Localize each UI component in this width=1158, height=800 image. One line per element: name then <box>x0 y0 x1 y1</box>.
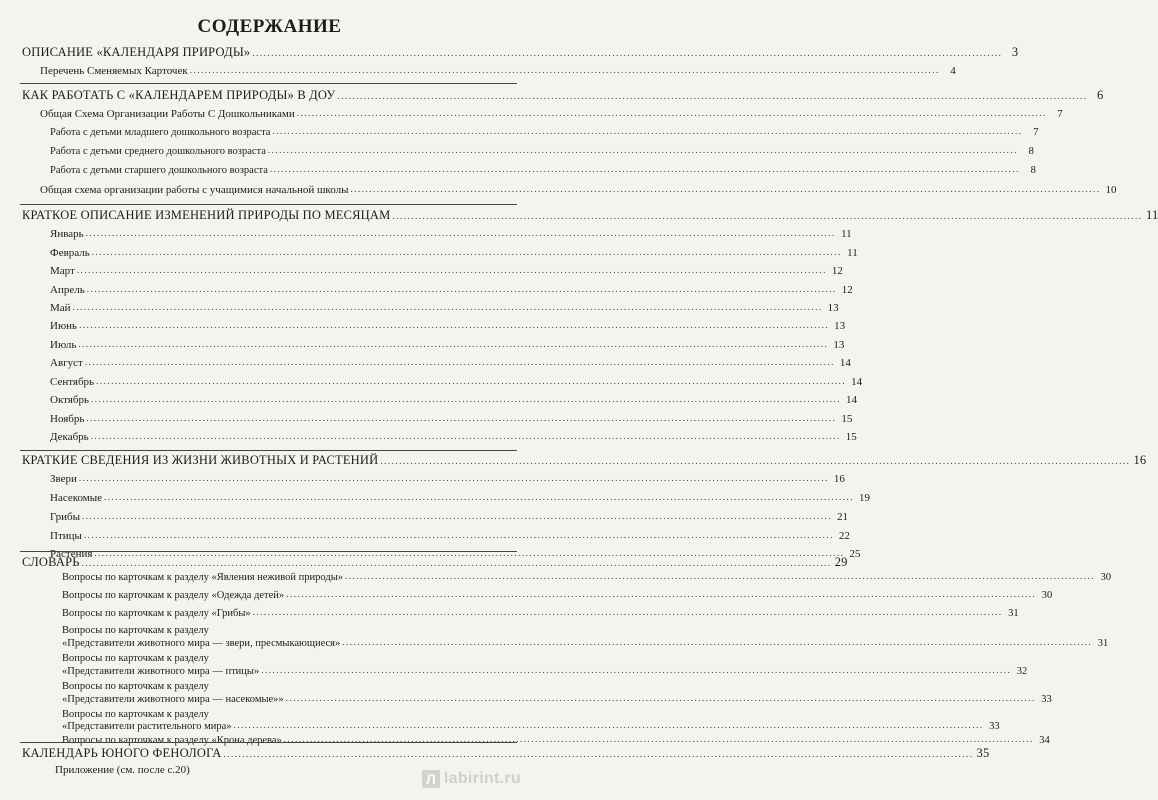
leader-dots: ........................................................................................................................................................................................................ <box>261 665 1012 676</box>
labirint-logo-icon: Л <box>422 770 440 788</box>
toc-entry <box>40 184 1117 196</box>
toc-entry-page: 30 <box>1100 571 1112 583</box>
toc-entry-page: 15 <box>845 431 857 443</box>
toc-entry-label: Вопросы по карточкам к разделу «Крона дерева» <box>62 735 282 747</box>
leader-dots: ........................................................................................................................................................................................................ <box>85 228 836 238</box>
toc-entry-label: КАЛЕНДАРЬ ЮНОГО ФЕНОЛОГА <box>22 746 222 760</box>
toc-entry-page: 29 <box>834 555 848 569</box>
leader-dots: ........................................................................................................................................................................................................ <box>81 558 832 568</box>
toc-entry <box>50 247 858 259</box>
toc-entry-label: Вопросы по карточкам к разделу «Одежда детей» <box>62 589 285 601</box>
toc-entry <box>50 302 839 314</box>
toc-entry-page: 19 <box>859 492 871 504</box>
toc-entry <box>50 413 853 425</box>
toc-entry-label: «Представители животного мира — насекомые»» <box>62 694 284 706</box>
leader-dots: ........................................................................................................................................................................................................ <box>78 473 829 483</box>
leader-dots: ........................................................................................................................................................................................................ <box>104 492 855 502</box>
toc-entry-label: Общая Схема Организации Работы С Дошкольниками <box>40 108 295 120</box>
toc-entry-page: 11 <box>847 247 858 259</box>
toc-entry-label: «Представители животного мира — птицы» <box>62 666 260 678</box>
toc-entry-label: Насекомые <box>50 492 103 504</box>
toc-entry-page: 13 <box>827 302 839 314</box>
toc-entry-line1 <box>62 709 515 720</box>
toc-entry-label: Работа с детьми среднего дошкольного возраста <box>50 146 266 157</box>
section-divider <box>20 450 517 451</box>
leader-dots: ........................................................................................................................................................................................................ <box>72 302 823 312</box>
toc-entry <box>50 339 845 351</box>
toc-entry <box>62 720 1000 733</box>
leader-dots: ........................................................................................................................................................................................................ <box>78 339 829 349</box>
toc-entry-label: Ноябрь <box>50 413 85 425</box>
toc-entry-label: Февраль <box>50 247 90 259</box>
toc-entry-page: 14 <box>839 357 851 369</box>
leader-dots: ........................................................................................................................................................................................................ <box>286 588 1037 599</box>
toc-entry-page: 8 <box>1030 165 1036 176</box>
toc-entry-label: КРАТКОЕ ОПИСАНИЕ ИЗМЕНЕНИЙ ПРИРОДЫ ПО МЕСЯЦАМ <box>22 208 391 222</box>
toc-entry-label: Март <box>50 265 75 277</box>
toc-entry-page: 21 <box>837 511 849 523</box>
toc-entry-label: Растения <box>50 548 93 560</box>
toc-entry-label: «Представители растительного мира» <box>62 721 232 733</box>
toc-entry-label: Работа с детьми младшего дошкольного возраста <box>50 127 271 138</box>
toc-entry-line1 <box>62 625 515 636</box>
toc-entry <box>50 145 1034 157</box>
watermark <box>422 770 521 788</box>
toc-entry-page: 31 <box>1097 637 1109 649</box>
leader-dots: ........................................................................................................................................................................................................ <box>350 184 1101 194</box>
leader-dots: ........................................................................................................................................................................................................ <box>252 607 1003 618</box>
toc-entry-label: Октябрь <box>50 394 89 406</box>
toc-entry-page: 15 <box>841 413 853 425</box>
toc-entry-page: 30 <box>1041 589 1053 601</box>
toc-entry-label: Приложение (см. после с.20) <box>55 764 190 776</box>
toc-entry <box>50 284 853 296</box>
toc-entry-label: Вопросы по карточкам к разделу <box>62 681 209 693</box>
toc-entry-page: 3 <box>1011 45 1019 59</box>
toc-entry <box>50 530 850 542</box>
toc-entry-page: 12 <box>841 284 853 296</box>
toc-entry <box>50 431 857 443</box>
toc-entry-label: Вопросы по карточкам к разделу <box>62 624 209 636</box>
toc-entry-label: Вопросы по карточкам к разделу «Грибы» <box>62 608 251 620</box>
toc-entry <box>62 570 1112 583</box>
leader-dots: ........................................................................................................................................................................................................ <box>285 693 1036 704</box>
toc-entry-page: 6 <box>1097 88 1104 102</box>
toc-entry-page: 11 <box>841 228 852 240</box>
toc-entry-page: 31 <box>1008 608 1019 620</box>
toc-entry-label: «Представители животного мира — звери, пресмыкающиеся» <box>62 637 341 649</box>
leader-dots: ........................................................................................................................................................................................................ <box>392 211 1143 221</box>
toc-entry-page: 14 <box>845 394 857 406</box>
toc-entry <box>50 320 846 332</box>
leader-dots: ........................................................................................................................................................................................................ <box>82 511 833 521</box>
leader-dots: ........................................................................................................................................................................................................ <box>90 394 841 404</box>
toc-entry <box>50 511 849 523</box>
toc-entry <box>50 164 1036 176</box>
toc-entry <box>22 555 848 570</box>
toc-entry-page: 13 <box>833 339 845 351</box>
leader-dots: ........................................................................................................................................................................................................ <box>84 357 835 367</box>
toc-entry-label: Апрель <box>50 284 85 296</box>
toc-entry-page: 25 <box>849 548 861 560</box>
toc-entry-label: Май <box>50 302 71 314</box>
toc-entry-label: Сентябрь <box>50 376 95 388</box>
toc-entry-page: 8 <box>1028 146 1034 157</box>
section-divider <box>20 551 517 552</box>
leader-dots: ........................................................................................................................................................................................................ <box>79 320 830 330</box>
toc-entry <box>62 607 1019 620</box>
toc-entry-page: 7 <box>1057 108 1063 120</box>
leader-dots: ........................................................................................................................................................................................................ <box>252 48 1003 58</box>
toc-entry <box>50 473 845 485</box>
leader-dots: ........................................................................................................................................................................................................ <box>283 734 1034 745</box>
section-divider <box>20 742 517 743</box>
leader-dots: ........................................................................................................................................................................................................ <box>380 456 1131 466</box>
leader-dots: ........................................................................................................................................................................................................ <box>267 145 1018 155</box>
toc-entry-label: Общая схема организации работы с учащимися начальной школы <box>40 184 349 196</box>
toc-entry-page: 7 <box>1033 127 1039 138</box>
leader-dots: ........................................................................................................................................................................................................ <box>90 431 841 441</box>
toc-entry-page: 33 <box>1041 694 1052 706</box>
toc-entry-page: 12 <box>831 265 843 277</box>
toc-entry <box>22 746 990 761</box>
leader-dots: ........................................................................................................................................................................................................ <box>345 570 1096 581</box>
toc-entry-page: 11 <box>1146 208 1158 222</box>
leader-dots: ........................................................................................................................................................................................................ <box>91 247 842 257</box>
page-title: СОДЕРЖАНИЕ <box>197 16 342 37</box>
toc-entry <box>62 665 1028 678</box>
toc-entry-label: Работа с детьми старшего дошкольного возраста <box>50 165 268 176</box>
leader-dots: ........................................................................................................................................................................................................ <box>94 548 845 558</box>
toc-entry-label: Птицы <box>50 530 82 542</box>
leader-dots: ........................................................................................................................................................................................................ <box>83 530 834 540</box>
toc-entry-page: 35 <box>976 746 990 760</box>
toc-entry <box>22 453 1147 468</box>
toc-entry <box>50 126 1039 138</box>
toc-entry-label: Январь <box>50 228 84 240</box>
toc-entry <box>50 394 857 406</box>
leader-dots: ........................................................................................................................................................................................................ <box>96 376 847 386</box>
section-divider <box>20 204 517 205</box>
leader-dots: ........................................................................................................................................................................................................ <box>269 164 1020 174</box>
toc-entry <box>62 588 1053 601</box>
toc-entry-label: КАК РАБОТАТЬ С «КАЛЕНДАРЕМ ПРИРОДЫ» В ДОУ <box>22 88 336 102</box>
leader-dots: ........................................................................................................................................................................................................ <box>76 265 827 275</box>
toc-entry <box>22 45 1019 60</box>
toc-entry <box>50 265 843 277</box>
toc-entry-page: 4 <box>950 65 956 77</box>
toc-entry-label: Декабрь <box>50 431 89 443</box>
toc-entry <box>55 764 190 776</box>
toc-entry <box>22 208 1158 223</box>
toc-entry-label: ОПИСАНИЕ «КАЛЕНДАРЯ ПРИРОДЫ» <box>22 45 251 59</box>
toc-entry-label: Июль <box>50 339 77 351</box>
toc-entry-label: СЛОВАРЬ <box>22 555 80 569</box>
leader-dots: ........................................................................................................................................................................................................ <box>86 413 837 423</box>
toc-entry-page: 14 <box>851 376 863 388</box>
toc-entry <box>50 492 871 504</box>
toc-entry-page: 34 <box>1039 735 1050 747</box>
toc-entry <box>40 65 956 77</box>
toc-entry-page: 33 <box>989 721 1000 733</box>
leader-dots: ........................................................................................................................................................................................................ <box>337 91 1088 101</box>
leader-dots: ........................................................................................................................................................................................................ <box>233 720 984 731</box>
toc-entry-label: Грибы <box>50 511 81 523</box>
toc-entry-label: КРАТКИЕ СВЕДЕНИЯ ИЗ ЖИЗНИ ЖИВОТНЫХ И РАСТЕНИЙ <box>22 453 379 467</box>
toc-entry-page: 16 <box>833 473 845 485</box>
leader-dots: ........................................................................................................................................................................................................ <box>342 636 1093 647</box>
toc-entry-label: Июнь <box>50 320 78 332</box>
toc-entry-page: 16 <box>1133 453 1147 467</box>
toc-entry <box>50 376 863 388</box>
toc-entry-page: 32 <box>1016 666 1028 678</box>
toc-entry-line1 <box>62 653 515 664</box>
section-divider <box>20 83 517 84</box>
toc-entry-label: Вопросы по карточкам к разделу «Явления неживой природы» <box>62 571 344 583</box>
toc-entry-page: 22 <box>838 530 850 542</box>
watermark-text: labirint.ru <box>443 770 521 787</box>
toc-entry <box>62 734 1050 747</box>
toc-entry <box>40 108 1063 120</box>
toc-entry-label: Август <box>50 357 83 369</box>
toc-entry <box>62 636 1109 649</box>
toc-entry <box>50 228 852 240</box>
toc-entry-label: Вопросы по карточкам к разделу <box>62 708 209 720</box>
toc-entry-line1 <box>62 681 515 692</box>
toc-entry-label: Звери <box>50 473 77 485</box>
toc-entry-label: Вопросы по карточкам к разделу <box>62 653 209 665</box>
toc-entry <box>62 693 1052 706</box>
toc-entry-page: 13 <box>834 320 846 332</box>
leader-dots: ........................................................................................................................................................................................................ <box>272 126 1023 136</box>
toc-entry <box>50 357 851 369</box>
leader-dots: ........................................................................................................................................................................................................ <box>86 284 837 294</box>
leader-dots: ........................................................................................................................................................................................................ <box>189 65 940 75</box>
leader-dots: ........................................................................................................................................................................................................ <box>223 749 974 759</box>
toc-entry-label: Перечень Сменяемых Карточек <box>40 65 188 77</box>
toc-entry-page: 10 <box>1105 184 1117 196</box>
toc-entry <box>22 88 1104 103</box>
leader-dots: ........................................................................................................................................................................................................ <box>296 108 1047 118</box>
